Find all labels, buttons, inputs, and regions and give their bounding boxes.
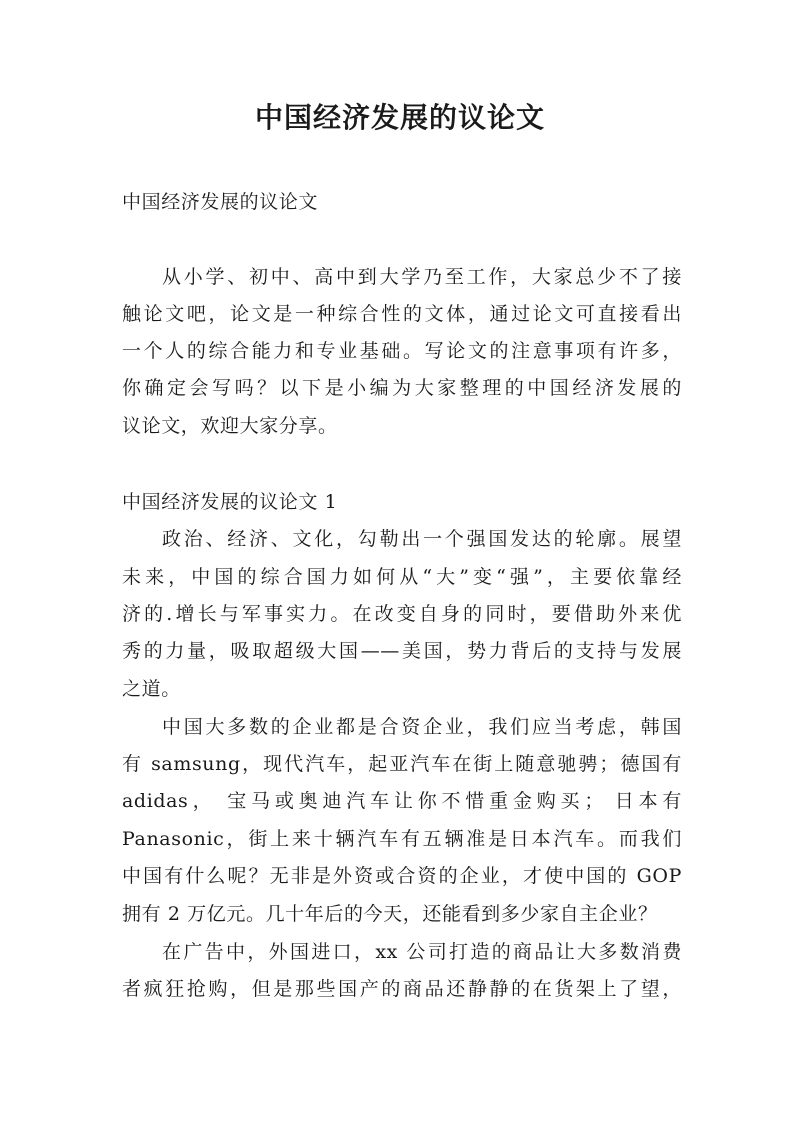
paragraph-line: 未来，中国的综合国力如何从“大”变“强”，主要依靠经 [122, 566, 682, 588]
paragraph-line: 秀的力量，吸取超级大国——美国，势力背后的支持与发展 [122, 640, 682, 662]
section-heading: 中国经济发展的议论文 1 [122, 491, 338, 513]
paragraph-line: 中国大多数的企业都是合资企业，我们应当考虑，韩国 [162, 716, 682, 738]
paragraph-line: 济的.增长与军事实力。在改变自身的同时，要借助外来优 [122, 603, 682, 625]
paragraph-line: adidas， 宝马或奥迪汽车让你不惜重金购买； 日本有 [122, 790, 682, 812]
paragraph-line: 你确定会写吗？以下是小编为大家整理的中国经济发展的 [122, 377, 682, 399]
paragraph-line: 有 samsung，现代汽车，起亚汽车在街上随意驰骋；德国有 [122, 753, 682, 775]
paragraph-line: 之道。 [122, 678, 181, 700]
paragraph-line: 从小学、初中、高中到大学乃至工作，大家总少不了接 [162, 266, 682, 288]
paragraph-line: 者疯狂抢购，但是那些国产的商品还静静的在货架上了望， [122, 978, 682, 1000]
document-title: 中国经济发展的议论文 [254, 101, 545, 134]
paragraph-line: 拥有 2 万亿元。几十年后的今天，还能看到多少家自主企业？ [122, 903, 658, 925]
document-subtitle: 中国经济发展的议论文 [122, 191, 319, 213]
paragraph-line: 一个人的综合能力和专业基础。写论文的注意事项有许多， [122, 340, 682, 362]
paragraph-line: Panasonic，街上来十辆汽车有五辆准是日本汽车。而我们 [122, 828, 682, 850]
paragraph-line: 政治、经济、文化，勾勒出一个强国发达的轮廓。展望 [162, 528, 682, 550]
paragraph-line: 中国有什么呢？无非是外资或合资的企业，才使中国的 GOP [122, 865, 682, 887]
paragraph-line: 在广告中，外国进口，xx 公司打造的商品让大多数消费 [162, 941, 682, 963]
paragraph-line: 触论文吧，论文是一种综合性的文体，通过论文可直接看出 [122, 303, 682, 325]
paragraph-line: 议论文，欢迎大家分享。 [122, 415, 338, 437]
